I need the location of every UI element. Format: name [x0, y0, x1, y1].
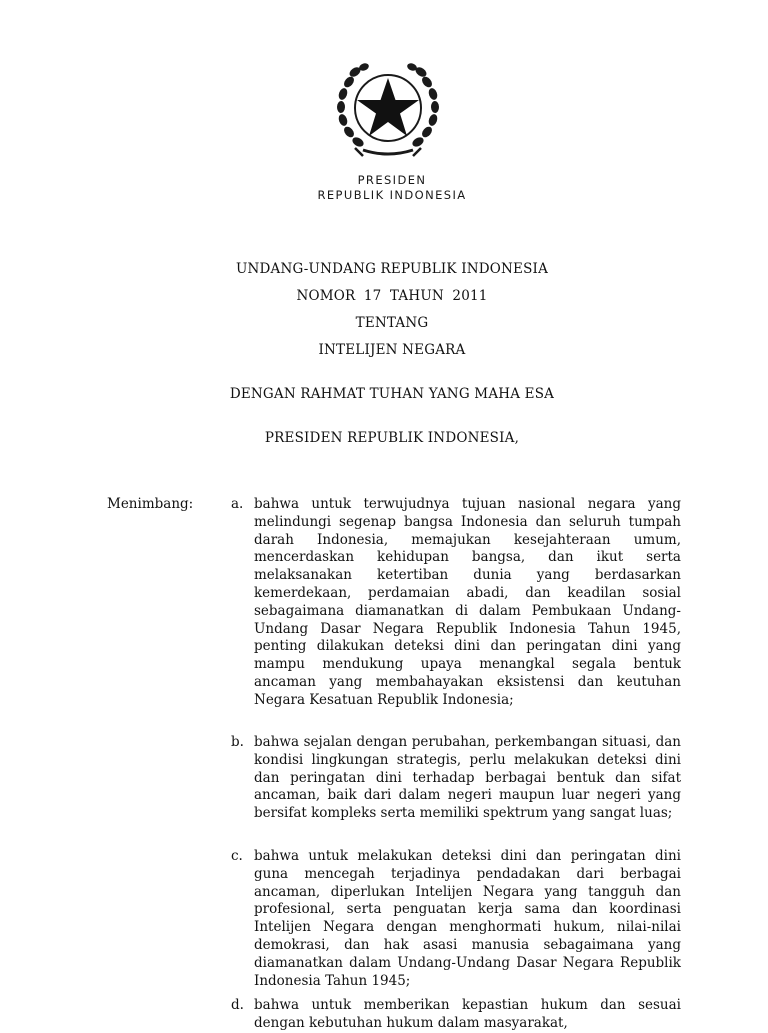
- considering-item: [231, 997, 681, 1033]
- invocation-line: DENGAN RAHMAT TUHAN YANG MAHA ESA: [229, 386, 555, 402]
- law-about-label: TENTANG: [355, 315, 429, 331]
- item-letter: b.: [231, 734, 244, 750]
- law-number: NOMOR 17 TAHUN 2011: [296, 288, 488, 304]
- header-line-republic: REPUBLIK INDONESIA: [317, 188, 467, 202]
- presidential-emblem-icon: [333, 58, 443, 162]
- considering-label: Menimbang:: [107, 496, 194, 512]
- president-line: PRESIDEN REPUBLIK INDONESIA,: [264, 430, 520, 446]
- header-line-president: PRESIDEN: [357, 173, 427, 187]
- item-letter: a.: [231, 496, 244, 512]
- considering-item: [231, 734, 681, 823]
- item-letter: c.: [231, 848, 243, 864]
- considering-item: [231, 496, 681, 710]
- item-text: bahwa sejalan dengan perubahan, perkembangan situasi, dan kondisi lingkungan strategis, perlu melakukan deteksi dini dan peringatan dini terhadap berbagai bentuk dan sifat ancaman, baik dari dalam negeri maupun luar negeri yang bersifat kompleks serta memiliki spektrum yang sangat luas;: [254, 734, 681, 822]
- item-text: bahwa untuk terwujudnya tujuan nasional negara yang melindungi segenap bangsa Indonesia dan seluruh tumpah darah Indonesia, memajukan kesejahteraan umum, mencerdaskan kehidupan bangsa, dan ikut serta melaksanakan ketertiban dunia yang berdasarkan kemerdekaan, perdamaian abadi, dan keadilan sosial sebagaimana diamanatkan di dalam Pembukaan Undang-Undang Dasar Negara Republik Indonesia Tahun 1945, penting dilakukan deteksi dini dan peringatan dini yang mampu mendukung upaya menangkal segala bentuk ancaman yang membahayakan eksistensi dan keutuhan Negara Kesatuan Republik Indonesia;: [254, 496, 681, 708]
- considering-item: [231, 848, 681, 990]
- item-text: bahwa untuk melakukan deteksi dini dan peringatan dini guna mencegah terjadinya pendadakan dari berbagai ancaman, diperlukan Intelijen Negara yang tangguh dan profesional, serta penguatan kerja sama dan koordinasi Intelijen Negara dengan menghormati hukum, nilai-nilai demokrasi, dan hak asasi manusia sebagaimana yang diamanatkan dalam Undang-Undang Dasar Negara Republik Indonesia Tahun 1945;: [254, 848, 681, 989]
- item-letter: d.: [231, 997, 244, 1013]
- law-subject: INTELIJEN NEGARA: [318, 342, 466, 358]
- law-title: UNDANG-UNDANG REPUBLIK INDONESIA: [235, 261, 549, 277]
- item-text: bahwa untuk memberikan kepastian hukum dan sesuai dengan kebutuhan hukum dalam masyarakat,: [254, 997, 681, 1031]
